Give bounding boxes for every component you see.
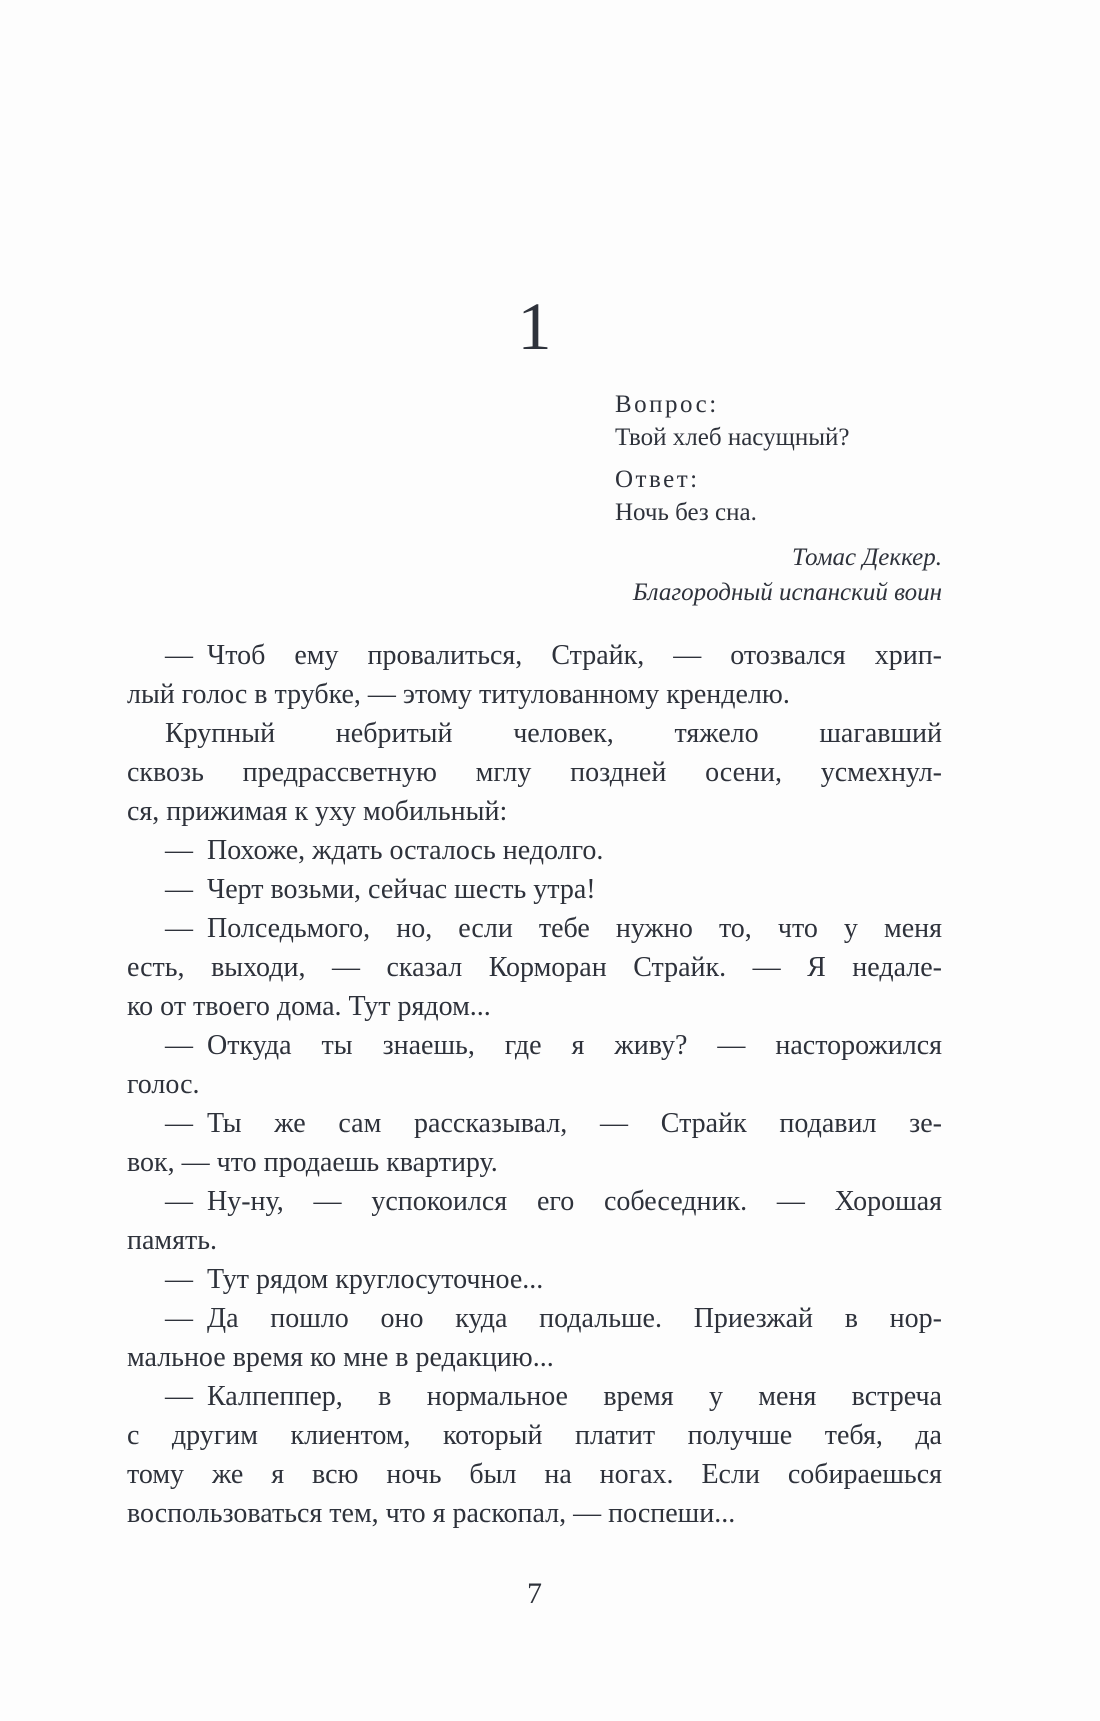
epigraph-block (615, 388, 942, 610)
body-line: с другим клиентом, который платит получше тебя, да (127, 1420, 942, 1451)
body-line: голос. (127, 1069, 200, 1100)
body-line: ко от твоего дома. Тут рядом... (127, 991, 491, 1022)
epigraph-line: Вопрос: (615, 391, 719, 418)
body-line: мальное время ко мне в редакцию... (127, 1342, 554, 1373)
body-line: лый голос в трубке, — этому титулованному кренделю. (127, 679, 790, 710)
body-line: — Похоже, ждать осталось недолго. (165, 835, 604, 866)
body-line: — Да пошло оно куда подальше. Приезжай в нор- (165, 1303, 942, 1334)
body-line: память. (127, 1225, 218, 1256)
body-line: воспользоваться тем, что я раскопал, — поспеши... (127, 1498, 736, 1529)
body-text (127, 636, 942, 1533)
body-line: — Ну-ну, — успокоился его собеседник. — Хорошая (165, 1186, 942, 1217)
body-line: — Откуда ты знаешь, где я живу? — насторожился (165, 1030, 942, 1061)
body-line: — Полседьмого, но, если тебе нужно то, что у меня (165, 913, 942, 944)
body-line: ся, прижимая к уху мобильный: (127, 796, 508, 827)
body-line: сквозь предрассветную мглу поздней осени, усмехнул- (127, 757, 942, 788)
epigraph-attribution-line: Томас Деккер. (792, 544, 942, 571)
body-line: вок, — что продаешь квартиру. (127, 1147, 498, 1178)
epigraph-line: Ночь без сна. (615, 499, 757, 526)
chapter-number: 1 (517, 288, 552, 364)
body-line: — Ты же сам рассказывал, — Страйк подавил зе- (165, 1108, 942, 1139)
body-line: есть, выходи, — сказал Корморан Страйк. — Я недале- (127, 952, 942, 983)
epigraph-attribution (615, 540, 942, 610)
body-line: — Калпеппер, в нормальное время у меня встреча (165, 1381, 942, 1412)
body-line: — Тут рядом круглосуточное... (165, 1264, 544, 1295)
page-number: 7 (527, 1577, 542, 1610)
epigraph-attribution-line: Благородный испанский воин (632, 579, 942, 606)
epigraph-line: Твой хлеб насущный? (615, 424, 850, 451)
epigraph-quote (615, 388, 942, 529)
epigraph-line: Ответ: (615, 466, 700, 493)
body-line: — Чтоб ему провалиться, Страйк, — отозвался хрип- (165, 640, 942, 671)
body-line: — Черт возьми, сейчас шесть утра! (165, 874, 596, 905)
body-line: Крупный небритый человек, тяжело шагавший (165, 718, 942, 749)
body-line: тому же я всю ночь был на ногах. Если собираешься (127, 1459, 942, 1490)
